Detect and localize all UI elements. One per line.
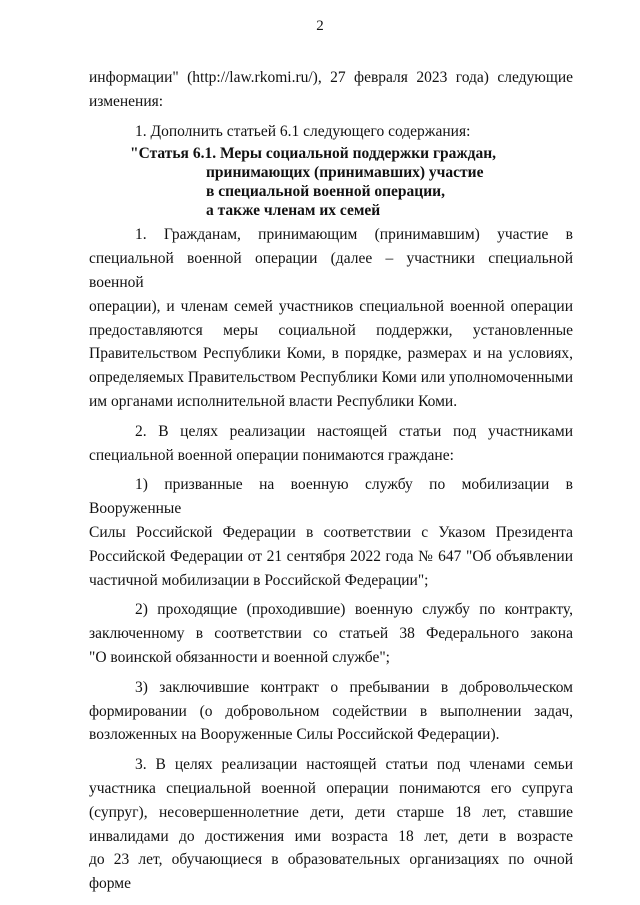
paragraph-line: определяемых Правительством Республики Коми или уполномоченными [89, 369, 573, 387]
paragraph-line: частичной мобилизации в Российской Федерации"; [89, 571, 429, 589]
paragraph-line: инвалидами до достижения ими возраста 18 лет, дети в возрасте [89, 827, 573, 845]
article-title-line-2: принимающих (принимавших) участие [206, 164, 484, 182]
article-title-line-1: "Статья 6.1. Меры социальной поддержки граждан, [130, 145, 497, 163]
paragraph-line: 3. В целях реализации настоящей статьи под членами семьи [135, 756, 573, 774]
paragraph-line: заключенному в соответствии со статьей 38 Федерального закона [89, 625, 573, 643]
paragraph-line: 1) призванные на военную службу по мобилизации в Вооруженные [89, 476, 573, 518]
paragraph-line: Российской Федерации от 21 сентября 2022 года № 647 "Об объявлении [89, 547, 573, 565]
paragraph-line: предоставляются меры социальной поддержки, установленные [89, 321, 573, 339]
article-title [89, 144, 573, 220]
paragraph-line: 2. В целях реализации настоящей статьи под участниками [135, 422, 573, 440]
paragraph-line: возложенных на Вооруженные Силы Российской Федерации). [89, 726, 500, 744]
paragraph-line: (супруг), несовершеннолетние дети, дети старше 18 лет, ставшие [89, 803, 573, 821]
article-title-line-3: в специальной военной операции, [206, 183, 445, 201]
point-1: 1. Дополнить статьей 6.1 следующего содержания: [135, 122, 471, 140]
paragraph-line: специальной военной операции понимаются граждане: [89, 446, 454, 464]
paragraph-line: участника специальной военной операции понимаются его супруга [89, 779, 573, 797]
paragraph-2 [89, 420, 573, 468]
paragraph-line: 1. Гражданам, принимающим (принимавшим) участие в [135, 226, 573, 244]
paragraph-line: 2) проходящие (проходившие) военную службу по контракту, [135, 601, 573, 619]
paragraph-line: операции), и членам семей участников специальной военной операции [89, 297, 573, 315]
paragraph-line: специальной военной операции (далее – участники специальной военной [89, 250, 573, 291]
paragraph-line: Силы Российской Федерации в соответствии с Указом Президента [89, 523, 573, 541]
subpoint-3 [89, 676, 573, 747]
intro-line-1: информации" (http://law.rkomi.ru/), 27 февраля 2023 года) следующие [89, 69, 573, 86]
intro-line-2: изменения: [89, 92, 164, 110]
paragraph-line: Правительством Республики Коми, в порядке, размерах и на условиях, [89, 345, 573, 363]
paragraph-line: "О воинской обязанности и военной службе"; [89, 648, 390, 666]
document-body [89, 66, 573, 896]
paragraph-1 [89, 223, 573, 413]
page-number: 2 [316, 18, 324, 34]
subpoint-1 [89, 473, 573, 592]
paragraph-3 [89, 753, 573, 896]
subpoint-2 [89, 598, 573, 669]
paragraph-line: 3) заключившие контракт о пребывании в добровольческом [135, 678, 573, 696]
paragraph-line: формировании (о добровольном содействии в выполнении задач, [89, 702, 573, 720]
paragraph-line: им органами исполнительной власти Республики Коми. [89, 392, 458, 410]
paragraph-line: до 23 лет, обучающиеся в образовательных организациях по очной форме [89, 851, 573, 893]
article-title-line-4: а также членам их семей [206, 202, 381, 220]
